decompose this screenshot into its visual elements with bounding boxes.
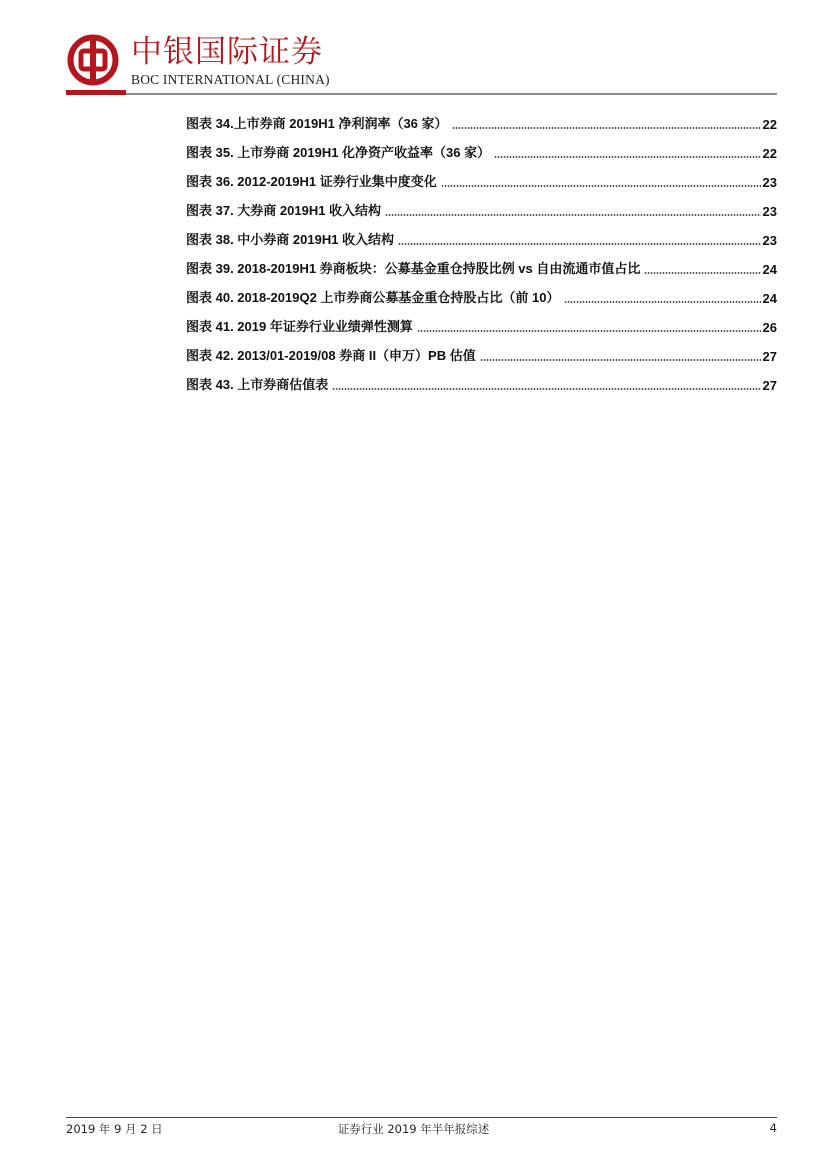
- toc-entry-title: 图表 37. 大券商 2019H1 收入结构: [186, 203, 382, 218]
- toc-entry-title: 图表 39. 2018-2019H1 券商板块：公募基金重仓持股比例 vs 自由流通市值占比: [186, 261, 641, 276]
- toc-dot-leader: [398, 243, 760, 245]
- toc-entry[interactable]: [186, 103, 777, 132]
- toc-entry-page: 24: [762, 262, 777, 277]
- toc-entry-page: 23: [762, 204, 777, 219]
- toc-entry[interactable]: [186, 335, 777, 364]
- toc-entry-title: 图表 41. 2019 年证券行业业绩弹性测算: [186, 319, 413, 334]
- toc-entry[interactable]: [186, 364, 777, 393]
- toc-dot-leader: [332, 388, 760, 390]
- toc-entry[interactable]: [186, 161, 777, 190]
- toc-entry-page: 23: [762, 233, 777, 248]
- header-divider-accent: [66, 90, 126, 95]
- toc-entry-page: 22: [762, 117, 777, 132]
- toc-entry-page: 24: [762, 291, 777, 306]
- toc-dot-leader: [644, 272, 760, 274]
- toc-dot-leader: [494, 156, 760, 158]
- toc-entry-page: 26: [762, 320, 777, 335]
- toc-dot-leader: [441, 185, 761, 187]
- toc-dot-leader: [385, 214, 760, 216]
- toc-entry-title: 图表 36. 2012-2019H1 证券行业集中度变化: [186, 174, 437, 189]
- toc-entry[interactable]: [186, 219, 777, 248]
- toc-entry-title: 图表 42. 2013/01-2019/08 券商 II（申万）PB 估值: [186, 348, 476, 363]
- toc-entry-page: 22: [762, 146, 777, 161]
- header-divider: [126, 93, 777, 95]
- page-number: 4: [769, 1121, 777, 1135]
- toc-entry-title: 图表 43. 上市券商估值表: [186, 377, 329, 392]
- brand-name-cn: 中银国际证券: [131, 34, 323, 70]
- toc-entry[interactable]: [186, 190, 777, 219]
- toc-dot-leader: [452, 127, 761, 129]
- brand-name-en: BOC INTERNATIONAL (CHINA): [131, 72, 330, 87]
- toc-entry-title: 图表 34.上市券商 2019H1 净利润率（36 家）: [186, 116, 448, 131]
- footer-date: 2019 年 9 月 2 日: [66, 1122, 163, 1136]
- toc-entry[interactable]: [186, 277, 777, 306]
- toc-entry-page: 23: [762, 175, 777, 190]
- toc-entry-title: 图表 38. 中小券商 2019H1 收入结构: [186, 232, 395, 247]
- toc-entry[interactable]: [186, 248, 777, 277]
- toc-entry-title: 图表 40. 2018-2019Q2 上市券商公募基金重仓持股占比（前 10）: [186, 290, 560, 305]
- toc-dot-leader: [480, 359, 761, 361]
- footer-divider: [66, 1117, 777, 1118]
- toc-dot-leader: [564, 301, 761, 303]
- toc-entry[interactable]: [186, 132, 777, 161]
- toc-entry-page: 27: [762, 349, 777, 364]
- toc-entry-title: 图表 35. 上市券商 2019H1 化净资产收益率（36 家）: [186, 145, 491, 160]
- toc-entry-page: 27: [762, 378, 777, 393]
- footer-report-title: 证券行业 2019 年半年报综述: [337, 1122, 490, 1136]
- toc-dot-leader: [417, 330, 761, 332]
- toc-entry[interactable]: [186, 306, 777, 335]
- boc-logo-icon: [67, 34, 119, 86]
- table-of-figures: [186, 103, 777, 393]
